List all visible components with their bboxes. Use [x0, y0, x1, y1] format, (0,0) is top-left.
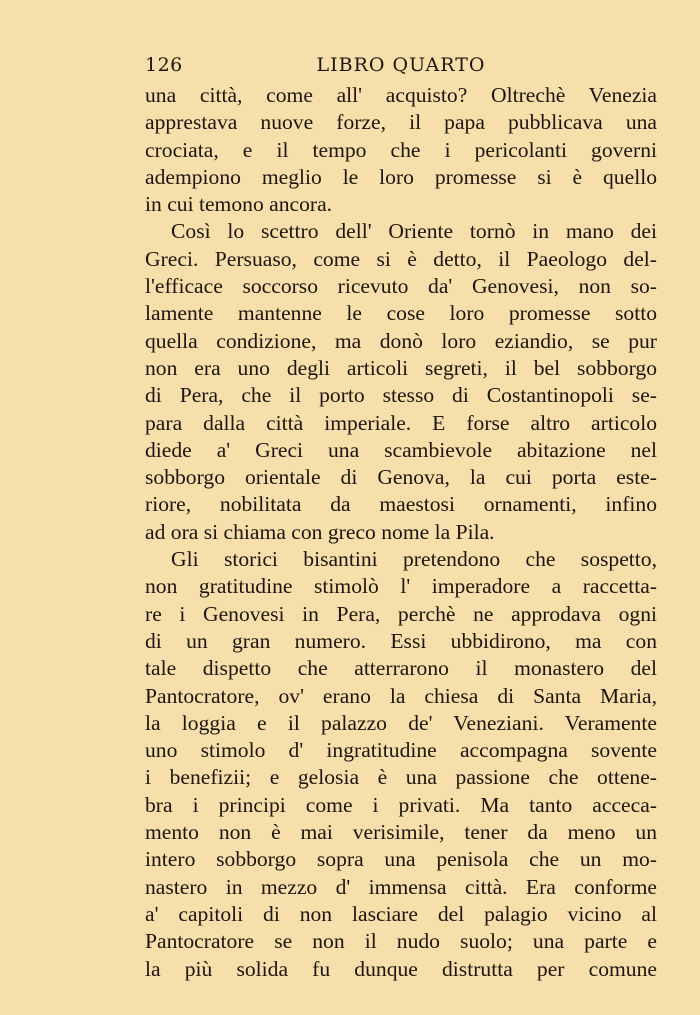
text-line: a' capitoli di non lasciare del palagio vicino al [145, 901, 657, 926]
text-line: in cui temono ancora. [145, 192, 333, 217]
text-line: una città, come all' acquisto? Oltrechè Venezia [145, 83, 657, 107]
text-line: uno stimolo d' ingratitudine accompagna sovente [145, 738, 657, 763]
text-line: riore, nobilitata da maestosi ornamenti, infino [145, 492, 657, 517]
body-text [145, 82, 657, 983]
text-line: la loggia e il palazzo de' Veneziani. Veramente [145, 710, 657, 735]
text-line: quella condizione, ma donò loro eziandio, se pur [145, 328, 657, 353]
text-line: Pantocratore, ov' erano la chiesa di Santa Maria, [145, 683, 657, 708]
text-line: i benefizii; e gelosia è una passione che ottene- [145, 765, 657, 790]
text-line: l'efficace soccorso ricevuto da' Genovesi, non so- [145, 274, 657, 299]
page-header [145, 52, 657, 82]
text-line: intero sobborgo sopra una penisola che un mo- [145, 847, 657, 872]
text-line: tale dispetto che atterrarono il monastero del [145, 656, 657, 681]
text-line: lamente mantenne le cose loro promesse sotto [145, 301, 657, 326]
text-line: re i Genovesi in Pera, perchè ne approdava ogni [145, 601, 657, 626]
text-line: Pantocratore se non il nudo suolo; una parte e [145, 929, 657, 954]
text-line: Gli storici bisantini pretendono che sospetto, [171, 547, 657, 572]
text-line: adempiono meglio le loro promesse si è quello [145, 164, 657, 189]
text-line: bra i principi come i privati. Ma tanto acceca- [145, 792, 657, 817]
text-line: diede a' Greci una scambievole abitazione nel [145, 437, 657, 462]
text-line: ad ora si chiama con greco nome la Pila. [145, 519, 495, 544]
text-line: di un gran numero. Essi ubbidirono, ma con [145, 628, 657, 653]
text-line: Così lo scettro dell' Oriente tornò in mano dei [171, 219, 657, 244]
page-number: 126 [145, 54, 183, 76]
text-line: nastero in mezzo d' immensa città. Era conforme [145, 874, 657, 899]
book-page [145, 52, 657, 983]
text-line: non era uno degli articoli segreti, il bel sobborgo [145, 355, 657, 380]
text-line: Greci. Persuaso, come si è detto, il Paeologo del- [145, 246, 657, 271]
text-line: para dalla città imperiale. E forse altro articolo [145, 410, 657, 435]
text-line: di Pera, che il porto stesso di Costantinopoli se- [145, 383, 657, 408]
text-line: crociata, e il tempo che i pericolanti governi [145, 137, 657, 162]
text-line: non gratitudine stimolò l' imperadore a raccetta- [145, 574, 657, 599]
text-line: la più solida fu dunque distrutta per comune [145, 956, 657, 981]
text-line: apprestava nuove forze, il papa pubblicava una [145, 110, 657, 135]
text-line: mento non è mai verisimile, tener da meno un [145, 820, 657, 845]
text-line: sobborgo orientale di Genova, la cui porta este- [145, 465, 657, 490]
running-title: LIBRO QUARTO [316, 54, 486, 76]
